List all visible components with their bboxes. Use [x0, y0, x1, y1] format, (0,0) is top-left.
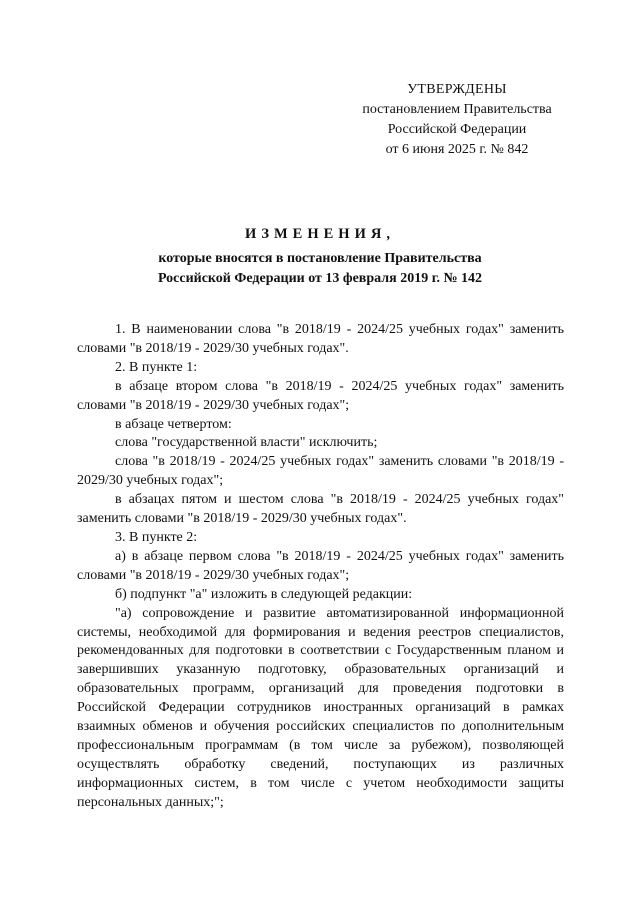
paragraph: 2. В пункте 1: — [115, 359, 198, 375]
document-body — [77, 321, 564, 813]
subtitle-line: Российской Федерации от 13 февраля 2019 г. № 142 — [157, 271, 483, 286]
paragraph: в абзаце четвертом: — [115, 416, 232, 432]
paragraph: 1. В наименовании слова "в 2018/19 - 2024/25 учебных годах" заменить словами "в 2018/19 - 2029/30 учебных годах". — [77, 322, 564, 356]
paragraph: а) в абзаце первом слова "в 2018/19 - 2024/25 учебных годах" заменить словами "в 2018/19 - 2029/30 учебных годах"; — [77, 548, 564, 583]
subtitle-line: которые вносятся в постановление Правительства — [158, 251, 482, 266]
paragraph: слова "государственной власти" исключить; — [115, 435, 378, 451]
approval-date: от 6 июня 2025 г. № 842 — [385, 142, 529, 157]
approval-line: Российской Федерации — [387, 122, 527, 137]
approval-block — [338, 80, 576, 160]
paragraph: в абзаце втором слова "в 2018/19 - 2024/25 учебных годах" заменить словами "в 2018/19 - 2029/30 учебных годах"; — [77, 378, 564, 413]
paragraph: "а) сопровождение и развитие автоматизированной информационной системы, необходимой для формирования и ведения реестров специалистов, рекомендованных для подготовки в соответствии с Государственным планом и завершивших указанную подготовку, образовательных организаций и образовательных программ, организаций для проведения подготовки в Российской Федерации сотрудников иностранных организаций в рамках взаимных обменов и обучения российских специалистов по дополнительным профессиональным программам (в том числе за рубежом), позволяющей осуществлять обработку сведений, поступающих из различных информационных систем, в том числе с учетом необходимости защиты персональных данных;"; — [77, 605, 564, 810]
paragraph: 3. В пункте 2: — [115, 529, 198, 545]
paragraph: слова "в 2018/19 - 2024/25 учебных годах" заменить словами "в 2018/19 - 2029/30 учебных годах"; — [77, 454, 564, 489]
document-title: ИЗМЕНЕНИЯ, — [245, 226, 395, 242]
document-subtitle — [0, 249, 640, 289]
paragraph: в абзацах пятом и шестом слова "в 2018/19 - 2024/25 учебных годах" заменить словами "в 2018/19 - 2029/30 учебных годах". — [77, 492, 564, 527]
approval-heading: УТВЕРЖДЕНЫ — [407, 82, 507, 97]
approval-line: постановлением Правительства — [362, 102, 552, 117]
paragraph: б) подпункт "а" изложить в следующей редакции: — [115, 586, 413, 602]
